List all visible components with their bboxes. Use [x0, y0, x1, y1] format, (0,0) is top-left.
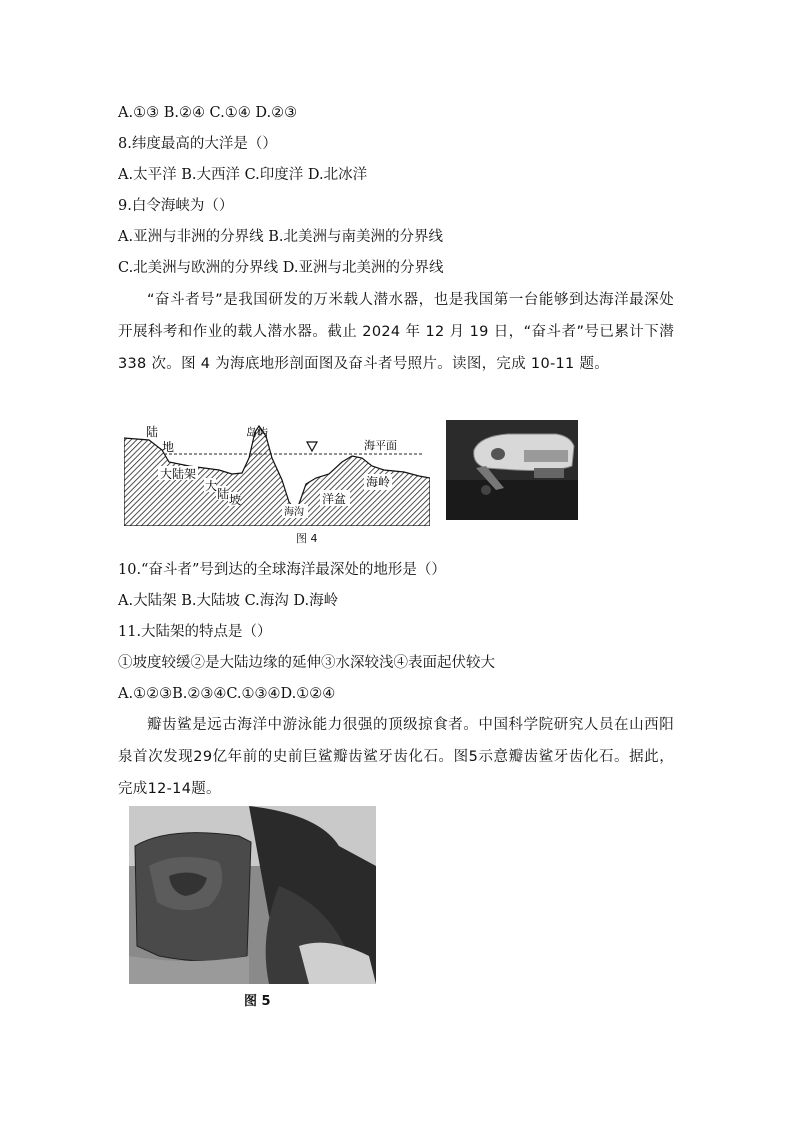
submersible-photo — [446, 420, 578, 520]
label-continental-slope-2: 陆 — [217, 487, 230, 501]
label-island: 岛屿 — [246, 426, 268, 439]
label-continental-slope-3: 坡 — [229, 493, 242, 507]
label-trench: 海沟 — [284, 507, 304, 518]
label-land-2: 地 — [162, 440, 175, 454]
label-continental-shelf: 大陆架 — [160, 467, 197, 481]
q9-options-line1: A.亚洲与非洲的分界线 B.北美洲与南美洲的分界线 — [118, 229, 443, 245]
label-continental-slope-1: 大 — [205, 479, 218, 493]
sea-level-marker — [307, 442, 317, 451]
figure-4-caption: 图 4 — [296, 532, 318, 545]
q11-options: A.①②③B.②③④C.①③④D.①②④ — [118, 686, 336, 702]
label-ocean-basin: 洋盆 — [322, 492, 347, 506]
q8-stem: 8.纬度最高的大洋是（） — [118, 136, 277, 152]
figure-4-profile — [124, 418, 430, 526]
q10-options: A.大陆架 B.大陆坡 C.海沟 D.海岭 — [118, 593, 339, 609]
q11-choices: ①坡度较缓②是大陆边缘的延伸③水深较浅④表面起伏较大 — [118, 655, 495, 671]
q9-options-line2: C.北美洲与欧洲的分界线 D.亚洲与北美洲的分界线 — [118, 260, 444, 276]
label-land-1: 陆 — [146, 425, 159, 439]
passage-shark-fossil: 瓣齿鲨是远古海洋中游泳能力很强的顶级掠食者。中国科学院研究人员在山西阳泉首次发现29亿年前的史前巨鲨瓣齿鲨牙齿化石。图5示意瓣齿鲨牙齿化石。据此，完成12-14题。 — [118, 717, 674, 797]
label-sea-level: 海平面 — [364, 439, 397, 452]
q11-stem: 11.大陆架的特点是（） — [118, 624, 272, 640]
q9-stem: 9.白令海峡为（） — [118, 198, 234, 214]
q7-options: A.①③ B.②④ C.①④ D.②③ — [118, 105, 298, 121]
passage-fendouzhe: “奋斗者号”是我国研发的万米载人潜水器，也是我国第一台能够到达海洋最深处开展科考和作业的载人潜水器。截止 2024 年 12 月 19 日，“奋斗者”号已累计下潜 338 次。图 4 为海底地形剖面图及奋斗者号照片。读图，完成 10-11 题。 — [118, 292, 674, 372]
label-ocean-ridge: 海岭 — [366, 475, 391, 489]
seabed-profile-diagram — [124, 418, 430, 526]
shark-tooth-fossil-photo — [129, 806, 376, 984]
q10-stem: 10.“奋斗者”号到达的全球海洋最深处的地形是（） — [118, 562, 446, 578]
figure-5-caption: 图 5 — [244, 994, 271, 1009]
q8-options: A.太平洋 B.大西洋 C.印度洋 D.北冰洋 — [118, 167, 368, 183]
